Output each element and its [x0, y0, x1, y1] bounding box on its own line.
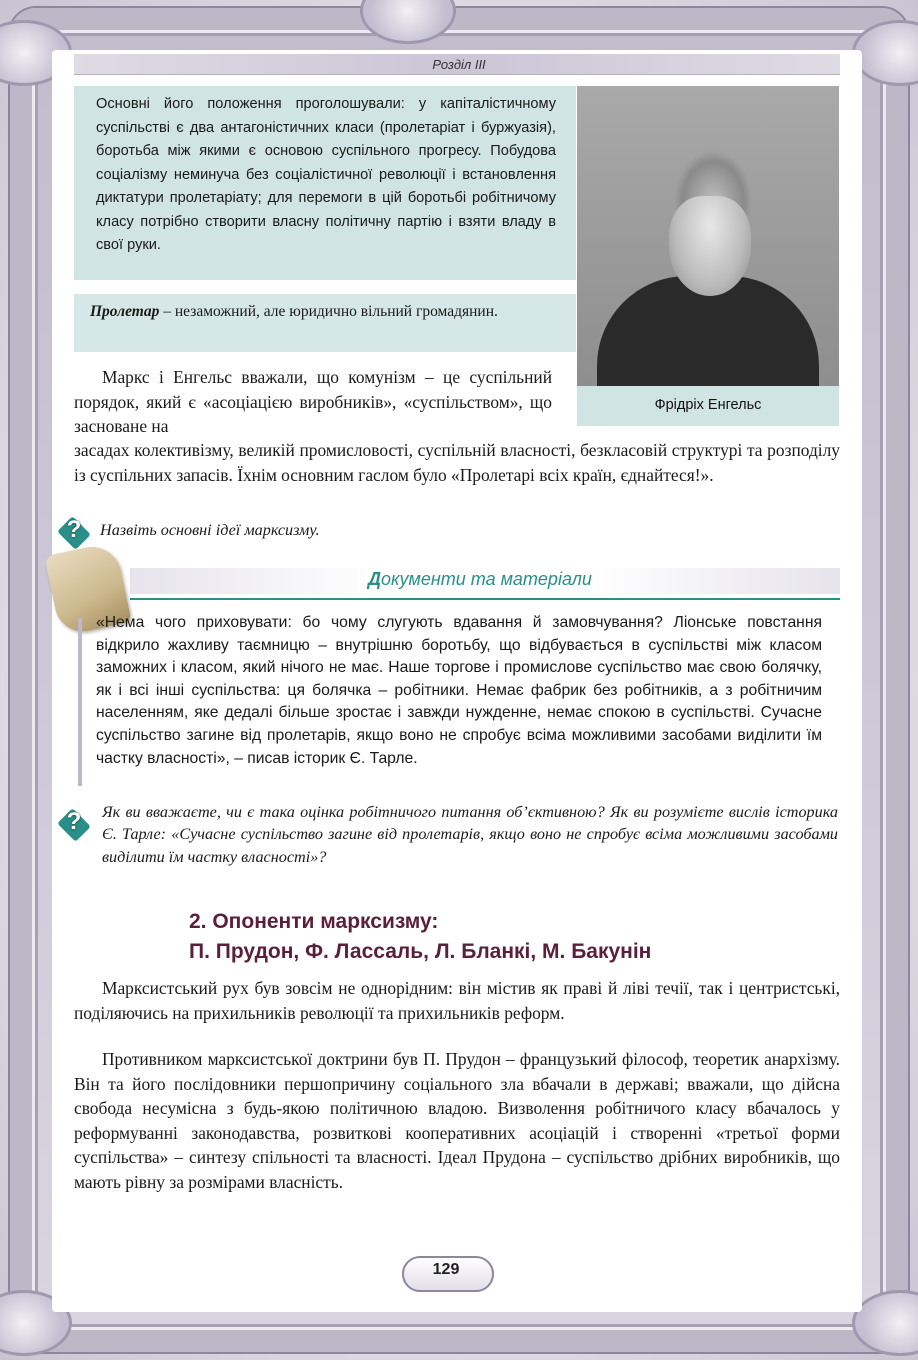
- definition-body: – незаможний, але юридично вільний громадянин.: [159, 303, 498, 320]
- question-1: Назвіть основні ідеї марксизму.: [100, 521, 320, 539]
- section-heading-line-2: П. Прудон, Ф. Лассаль, Л. Бланкі, М. Бакунін: [189, 940, 652, 963]
- documents-title-rest: окументи та матеріали: [381, 569, 592, 589]
- historical-quote: «Нема чого приховувати: бо чому слугують вдавання й замовчування? Ліонське повстання відкрило жахливу таємницю – внутрішню боротьбу, що відбувається в суспільстві між класом заможних і класом, який нічого не має. Наше торгове і промислове суспільство має свою болячку, як і всі інші суспільства: ця болячка – робітники. Немає фабрик без робітників, а з робітничим населенням, яке дедалі більше зростає і завжди нужденне, немає спокою в суспільстві. Сучасне суспільство загине від пролетарів, якщо воно не спробує всіма можливими засобами виділити їм частку власності», – писав історик Є. Тарле.: [96, 614, 822, 767]
- documents-rule: [130, 598, 840, 600]
- portrait-beard: [669, 196, 751, 296]
- paragraph-proudhon: Противником марксистської доктрини був П. Прудон – французький філософ, теоретик анархізму. Він та його послідовники першопричину соціального зла вбачали в державі; вважали, що дійсна свобода несумісна з будь-якою політичною владою. Визволення робітничого класу вбачалось у реформуванні законодавства, розвиткові кооперативних асоціацій і створенні «третьої форми суспільства» – синтезу спільності та власності. Ідеал Прудона – суспільство дрібних виробників, що мають рівну за розмірами власність.: [74, 1049, 840, 1192]
- documents-title: [368, 569, 592, 590]
- portrait-photo: [577, 86, 839, 386]
- definition-term: Пролетар: [90, 303, 160, 320]
- section-label: Розділ ІІІ: [432, 57, 486, 72]
- page-number: 129: [432, 1261, 460, 1278]
- question-mark-glyph: ?: [66, 808, 82, 835]
- paragraph-movement: Марксистський рух був зовсім не однорідним: він містив як праві й ліві течії, так і центристські, поділяючись на прихильників революції та прихильників реформ.: [74, 978, 840, 1023]
- definition-text: [90, 301, 552, 323]
- info-box-text: Основні його положення проголошували: у капіталістичному суспільстві є два антагоністичних класи (пролетаріат і буржуазія), боротьба між якими є основою суспільного прогресу. Побудова соціалізму неминуча без соціалістичної революції і встановлення диктатури пролетаріату; для перемоги в цій боротьбі робітничому класу потрібно створити власну політичну партію і взяти владу в свої руки.: [96, 96, 556, 253]
- documents-title-initial: Д: [368, 569, 381, 589]
- question-mark-glyph: ?: [66, 516, 82, 543]
- photo-caption: Фрідріх Енгельс: [654, 397, 762, 413]
- section-heading-line-1: 2. Опоненти марксизму:: [189, 910, 439, 933]
- paragraph-marx-engels-end: засадах колективізму, великій промисловості, суспільній власності, безкласовій структурі та розподілу із суспільних запасів. Їхнім основним гаслом було «Пролетарі всіх країн, єднайтеся!».: [74, 440, 840, 485]
- quote-bar: [78, 618, 82, 786]
- question-2: Як ви вважаєте, чи є така оцінка робітничого питання об’єктивною? Як ви розумієте вислів історика Є. Тарле: «Сучасне суспільство загине від пролетарів, якщо воно не спробує всіма можливими засобами виділити їм частку власності»?: [102, 803, 838, 866]
- paragraph-marx-engels-start: Маркс і Енгельс вважали, що комунізм – це суспільний порядок, який є «асоціацією виробників», «суспільством», що засноване на: [74, 367, 552, 436]
